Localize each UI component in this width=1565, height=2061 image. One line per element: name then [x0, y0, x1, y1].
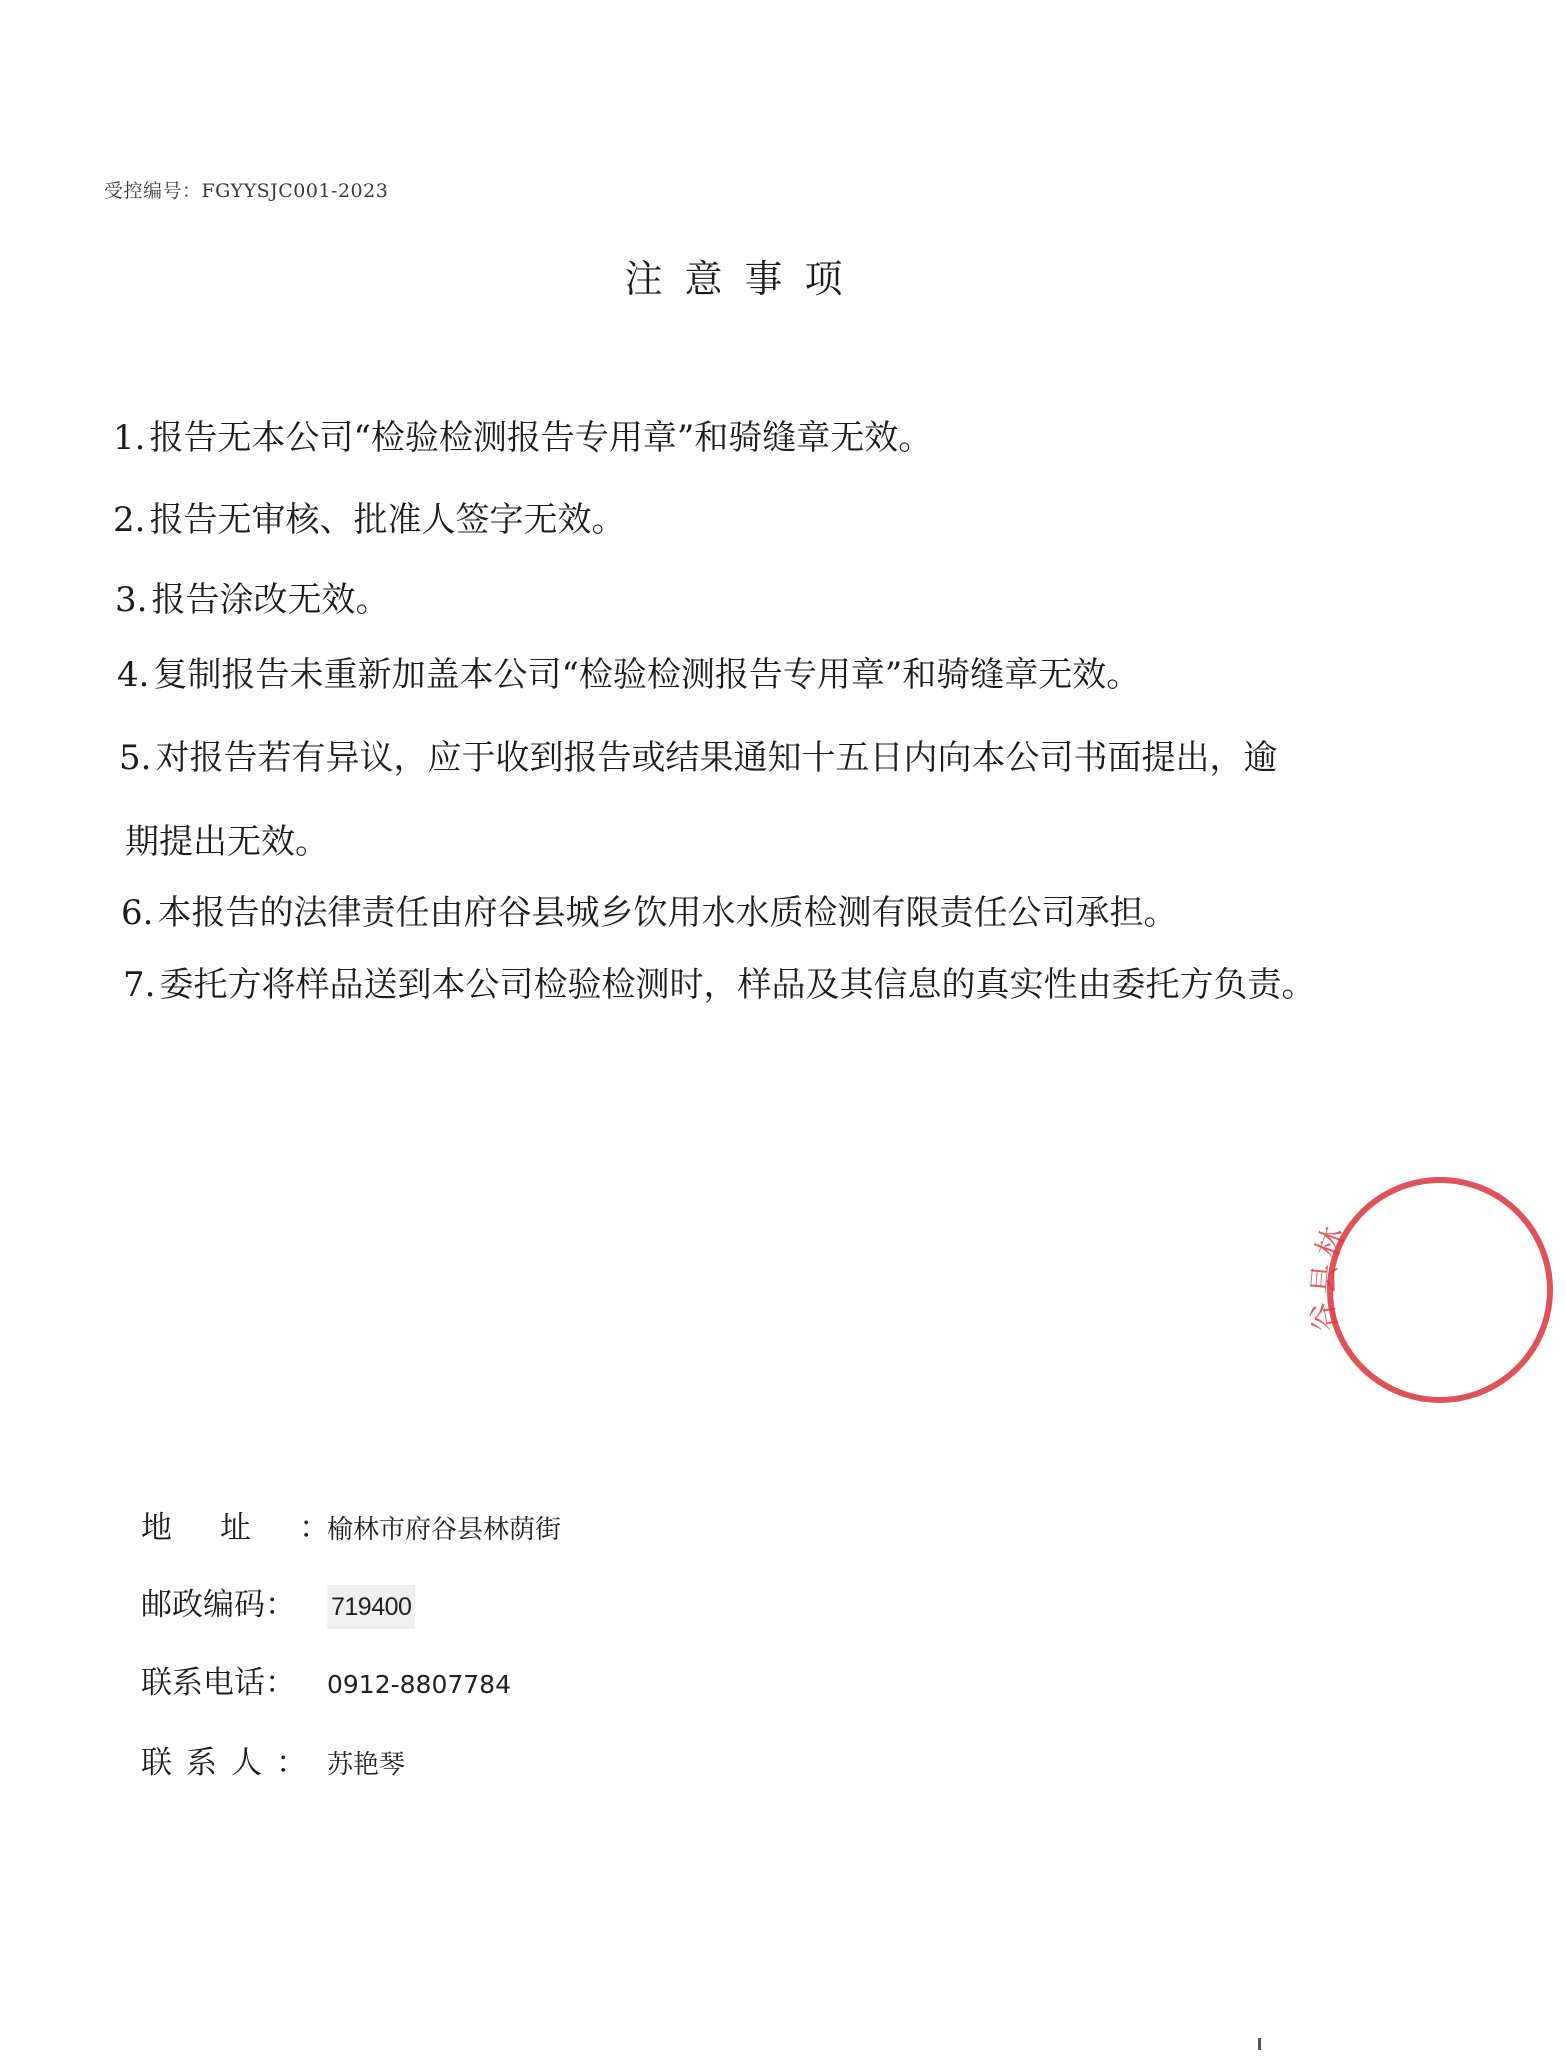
company-seal-partial	[1305, 1165, 1565, 1415]
notice-item-1	[113, 418, 932, 458]
notice-number: 6.	[121, 893, 154, 933]
notice-number: 2.	[113, 500, 146, 540]
person-label: 联系人：	[141, 1745, 321, 1781]
notice-number: 3.	[115, 580, 148, 620]
notice-item-4	[117, 655, 1140, 695]
address-row	[141, 1508, 561, 1550]
svg-text:林: 林	[1309, 1222, 1353, 1263]
notice-text: 期提出无效。	[125, 822, 329, 862]
notice-text: 对报告若有异议，应于收到报告或结果通知十五日内向本公司书面提出，逾	[155, 738, 1278, 778]
postal-value: 719400	[327, 1585, 415, 1629]
notice-text: 本报告的法律责任由府谷县城乡饮用水水质检测有限责任公司承担。	[157, 893, 1178, 933]
notice-number: 4.	[117, 655, 150, 695]
svg-text:谷: 谷	[1305, 1299, 1345, 1335]
notice-text: 复制报告未重新加盖本公司“检验检测报告专用章”和骑缝章无效。	[153, 655, 1141, 695]
phone-label: 联系电话：	[141, 1665, 296, 1701]
address-value: 榆林市府谷县林荫街	[327, 1515, 562, 1545]
notice-number: 5.	[119, 738, 152, 778]
postal-row	[141, 1585, 415, 1629]
notice-number: 1.	[113, 418, 146, 458]
person-row	[141, 1743, 405, 1785]
scan-mark	[1258, 2038, 1261, 2050]
notice-text: 报告无审核、批准人签字无效。	[149, 500, 626, 540]
notice-item-5-continued	[125, 822, 329, 862]
person-value: 苏艳琴	[327, 1750, 406, 1780]
svg-text:县: 县	[1306, 1262, 1344, 1296]
notice-item-3	[115, 580, 389, 620]
control-number: 受控编号：FGYYSJC001-2023	[104, 180, 389, 202]
page-title: 注意事项	[624, 257, 865, 301]
address-label: 地址：	[141, 1510, 378, 1546]
notice-item-7	[123, 965, 1315, 1005]
phone-row	[141, 1663, 511, 1705]
notice-list	[0, 0, 1445, 1100]
notice-item-2	[113, 500, 625, 540]
notice-number: 7.	[123, 965, 156, 1005]
phone-value: 0912-8807784	[327, 1670, 511, 1699]
notice-item-5	[119, 738, 1277, 778]
notice-text: 委托方将样品送到本公司检验检测时，样品及其信息的真实性由委托方负责。	[159, 965, 1316, 1005]
notice-text: 报告无本公司“检验检测报告专用章”和骑缝章无效。	[149, 418, 933, 458]
notice-item-6	[121, 893, 1177, 933]
postal-label: 邮政编码：	[141, 1587, 296, 1623]
notice-text: 报告涂改无效。	[151, 580, 390, 620]
